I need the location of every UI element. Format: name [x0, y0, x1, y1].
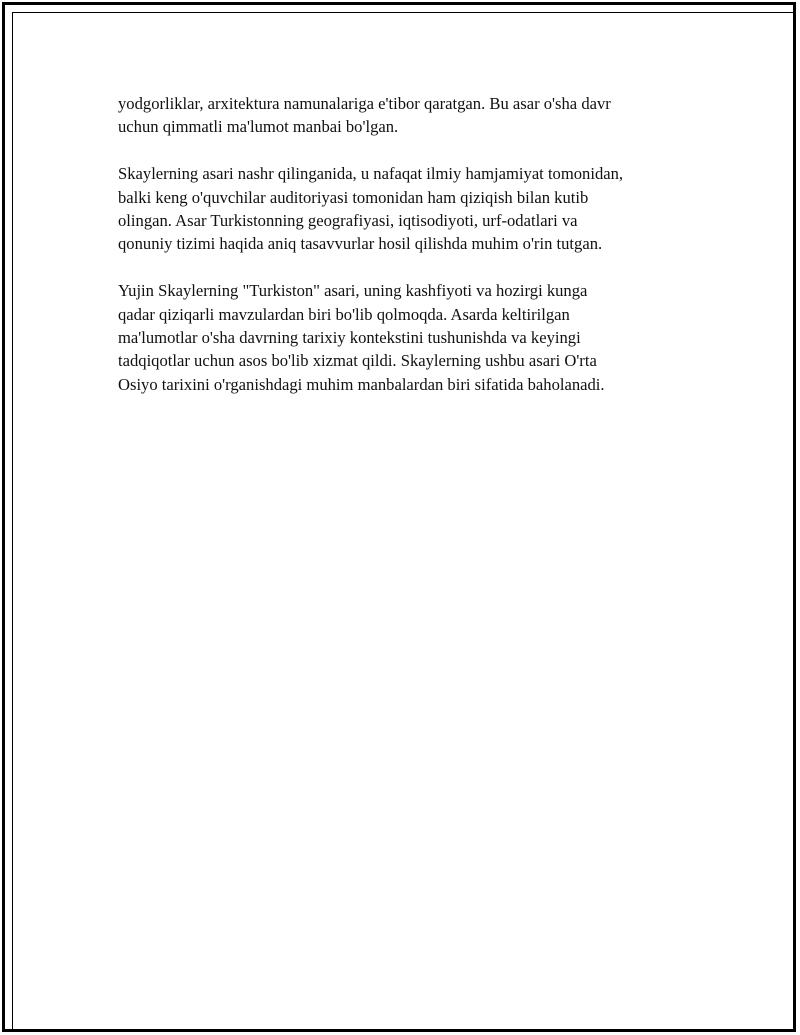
- document-body: [118, 92, 688, 420]
- paragraph-3: [118, 279, 688, 396]
- text-line: ma'lumotlar o'sha davrning tarixiy kontekstini tushunishda va keyingi: [118, 328, 581, 348]
- text-line: uchun qimmatli ma'lumot manbai bo'lgan.: [118, 117, 399, 137]
- text-line: yodgorliklar, arxitektura namunalariga e'tibor qaratgan. Bu asar o'sha davr: [118, 94, 611, 113]
- paragraph-2: [118, 162, 688, 256]
- text-line: Yujin Skaylerning "Turkiston" asari, uning kashfiyoti va hozirgi kunga: [118, 281, 588, 301]
- text-line: olingan. Asar Turkistonning geografiyasi, iqtisodiyoti, urf-odatlari va: [118, 211, 578, 231]
- text-line: Skaylerning asari nashr qilinganida, u nafaqat ilmiy hamjamiyat tomonidan,: [118, 164, 624, 184]
- text-line: qonuniy tizimi haqida aniq tasavvurlar hosil qilishda muhim o'rin tutgan.: [118, 234, 603, 254]
- text-line: qadar qiziqarli mavzulardan biri bo'lib qolmoqda. Asarda keltirilgan: [118, 304, 570, 324]
- text-line: tadqiqotlar uchun asos bo'lib xizmat qildi. Skaylerning ushbu asari O'rta: [118, 351, 597, 371]
- text-line: Osiyo tarixini o'rganishdagi muhim manbalardan biri sifatida baholanadi.: [118, 374, 605, 394]
- paragraph-1: [118, 92, 688, 139]
- text-line: balki keng o'quvchilar auditoriyasi tomonidan ham qiziqish bilan kutib: [118, 187, 589, 207]
